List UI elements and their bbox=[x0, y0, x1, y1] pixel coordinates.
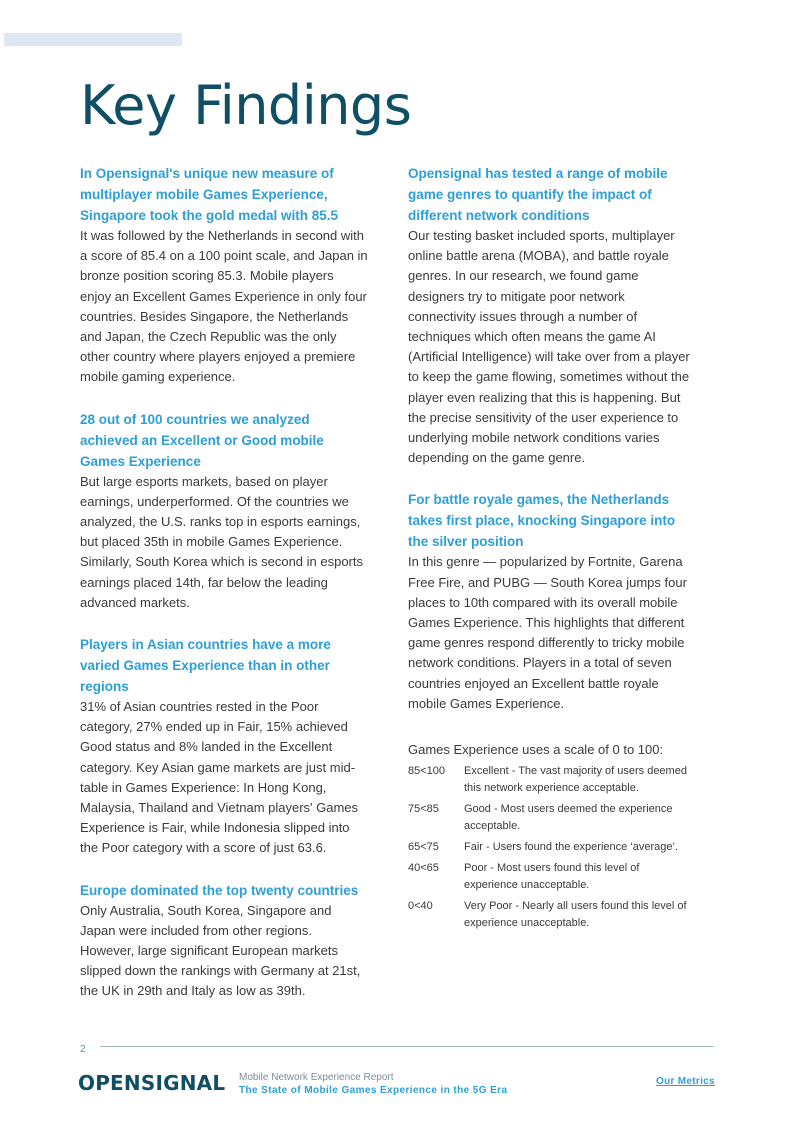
finding-heading: Players in Asian countries have a more varied Games Experience than in other regions bbox=[80, 637, 331, 695]
report-name: Mobile Network Experience Report bbox=[239, 1072, 394, 1083]
finding-heading: Opensignal has tested a range of mobile game genres to quantify the impact of different network conditions bbox=[408, 166, 668, 223]
scale-row bbox=[408, 763, 696, 797]
scale-row bbox=[408, 839, 696, 856]
finding-heading: In Opensignal's unique new measure of multiplayer mobile Games Experience, Singapore took the gold medal with 85.5 bbox=[80, 166, 339, 223]
right-column bbox=[408, 163, 696, 936]
opensignal-logo: OPENSIGNAL bbox=[78, 1071, 226, 1095]
finding-body: It was followed by the Netherlands in second with a score of 85.4 on a 100 point scale, and Japan in bronze position scoring 85.3. Mobile players enjoy an Excellent Games Experience in only four countries. Besides Singapore, the Netherlands and Japan, the Czech Republic was the only other country where players enjoyed a premiere mobile gaming experience. bbox=[80, 228, 368, 385]
scale-description: Poor - Most users found this level of experience unacceptable. bbox=[464, 862, 640, 892]
finding-section bbox=[408, 163, 696, 468]
scale-row bbox=[408, 860, 696, 894]
score-scale bbox=[408, 740, 696, 932]
our-metrics-link[interactable]: Our Metrics bbox=[656, 1076, 715, 1087]
finding-section bbox=[80, 409, 368, 613]
scale-row bbox=[408, 801, 696, 835]
scale-range: 65<75 bbox=[408, 841, 439, 854]
scale-description: Good - Most users deemed the experience acceptable. bbox=[464, 803, 673, 833]
finding-section bbox=[80, 634, 368, 859]
finding-body: Our testing basket included sports, multiplayer online battle arena (MOBA), and battle royale genres. In our research, we found game designers try to mitigate poor network connectivity issues through a number of techniques which often means the game AI (Artificial Intelligence) will take over from a player to keep the game flowing, sometimes without the player even realizing that this is happening. But the precise sensitivity of the user experience to underlying mobile network conditions varies depending on the game genre. bbox=[408, 228, 690, 466]
left-column bbox=[80, 163, 368, 1023]
finding-body: But large esports markets, based on player earnings, underperformed. Of the countries we analyzed, the U.S. ranks top in esports earnings, but placed 35th in mobile Games Experience. Similarly, South Korea which is second in esports earnings placed 14th, far below the leading advanced markets. bbox=[80, 473, 363, 610]
page-title: Key Findings bbox=[80, 74, 412, 137]
finding-body: Only Australia, South Korea, Singapore and Japan were included from other regions. However, large significant European markets slipped down the rankings with Germany at 21st, the UK in 29th and Italy as low as 39th. bbox=[80, 902, 361, 999]
report-title: The State of Mobile Games Experience in the 5G Era bbox=[239, 1085, 508, 1096]
finding-section bbox=[408, 489, 696, 714]
finding-section bbox=[80, 880, 368, 1002]
finding-body: In this genre — popularized by Fortnite, Garena Free Fire, and PUBG — South Korea jumps four places to 10th compared with its overall mobile Games Experience. This highlights that different game genres respond differently to tricky mobile network conditions. Players in a total of seven countries enjoyed an Excellent battle royale mobile Games Experience. bbox=[408, 554, 687, 711]
scale-range: 40<65 bbox=[408, 862, 439, 875]
scale-range: 0<40 bbox=[408, 900, 433, 913]
scale-description: Very Poor - Nearly all users found this level of experience unacceptable. bbox=[464, 900, 687, 930]
finding-section bbox=[80, 163, 368, 388]
top-accent-bar bbox=[4, 33, 182, 46]
finding-body: 31% of Asian countries rested in the Poor category, 27% ended up in Fair, 15% achieved Good status and 8% landed in the Excellent category. Key Asian game markets are just mid-table in Games Experience: In Hong Kong, Malaysia, Thailand and Vietnam players' Games Experience is Fair, while Indonesia slipped into the Poor category with a score of just 63.6. bbox=[80, 699, 359, 856]
scale-description: Fair - Users found the experience ‘average’. bbox=[464, 841, 678, 854]
footer-divider bbox=[100, 1046, 714, 1047]
scale-row bbox=[408, 898, 696, 932]
scale-intro: Games Experience uses a scale of 0 to 100: bbox=[408, 742, 664, 758]
finding-heading: Europe dominated the top twenty countries bbox=[80, 882, 359, 898]
scale-description: Excellent - The vast majority of users deemed this network experience acceptable. bbox=[464, 765, 687, 795]
scale-range: 75<85 bbox=[408, 803, 439, 816]
scale-range: 85<100 bbox=[408, 765, 446, 778]
finding-heading: For battle royale games, the Netherlands takes first place, knocking Singapore into the silver position bbox=[408, 492, 676, 550]
finding-heading: 28 out of 100 countries we analyzed achieved an Excellent or Good mobile Games Experience bbox=[80, 411, 324, 469]
page-number: 2 bbox=[80, 1044, 86, 1055]
